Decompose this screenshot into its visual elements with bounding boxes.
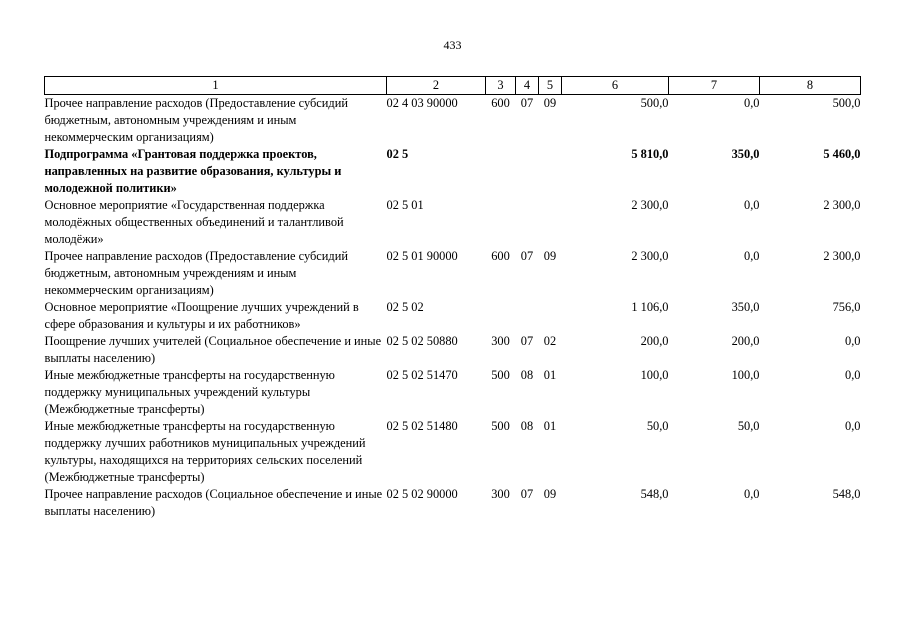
- expense-type-code: [486, 299, 516, 333]
- table-row: [45, 333, 861, 367]
- header-col-3: 3: [486, 77, 516, 95]
- expense-type-code: 500: [491, 419, 510, 433]
- target-code: 02 5 02 51470: [386, 368, 458, 382]
- expense-name: Иные межбюджетные трансферты на государственную поддержку лучших работников муниципальных учреждений культуры, находящихся на территориях сельских поселений (Межбюджетные трансферты): [44, 419, 366, 484]
- target-code: 02 5: [386, 147, 409, 161]
- amount-col-6: 200,0: [640, 334, 669, 348]
- section-code: 07: [520, 96, 534, 110]
- target-code: 02 5 01: [386, 198, 424, 212]
- section-code: 07: [520, 249, 534, 263]
- amount-col-8: 548,0: [832, 487, 861, 501]
- expense-type-code: 300: [491, 334, 510, 348]
- expense-name: Подпрограмма «Грантовая поддержка проектов, направленных на развитие образования, культуры и молодежной политики»: [44, 147, 342, 195]
- table-row: [45, 418, 861, 486]
- expense-type-code: 600: [491, 96, 510, 110]
- target-code: 02 5 02 50880: [386, 334, 458, 348]
- expense-name: Прочее направление расходов (Предоставление субсидий бюджетным, автономным учреждениям и иным некоммерческим организациям): [44, 249, 348, 297]
- subsection-code: [539, 197, 562, 248]
- section-code: [516, 197, 539, 248]
- page-number: 433: [443, 38, 462, 52]
- section-code: 08: [520, 419, 534, 433]
- header-col-7: 7: [669, 77, 760, 95]
- budget-table: [44, 76, 861, 520]
- expense-name: Основное мероприятие «Государственная поддержка молодёжных общественных объединений и талантливой молодёжи»: [44, 198, 344, 246]
- amount-col-8: 0,0: [845, 368, 861, 382]
- header-col-8: 8: [760, 77, 861, 95]
- subsection-code: 01: [543, 419, 557, 433]
- target-code: 02 5 01 90000: [386, 249, 458, 263]
- expense-type-code: 500: [491, 368, 510, 382]
- target-code: 02 4 03 90000: [386, 96, 458, 110]
- amount-col-7: 0,0: [744, 249, 760, 263]
- amount-col-6: 548,0: [640, 487, 669, 501]
- amount-col-7: 0,0: [744, 198, 760, 212]
- table-row-subprogram: [45, 146, 861, 197]
- header-col-4: 4: [516, 77, 539, 95]
- section-code: [516, 146, 539, 197]
- amount-col-6: 1 106,0: [631, 300, 669, 314]
- table-row: [45, 248, 861, 299]
- header-col-6: 6: [562, 77, 669, 95]
- amount-col-7: 0,0: [744, 96, 760, 110]
- amount-col-7: 200,0: [731, 334, 760, 348]
- amount-col-8: 0,0: [845, 419, 861, 433]
- amount-col-7: 50,0: [737, 419, 760, 433]
- section-code: [516, 299, 539, 333]
- table-body: [45, 95, 861, 521]
- expense-name: Иные межбюджетные трансферты на государственную поддержку муниципальных учреждений культуры (Межбюджетные трансферты): [44, 368, 335, 416]
- amount-col-8: 500,0: [832, 96, 861, 110]
- amount-col-6: 5 810,0: [631, 147, 669, 161]
- table-header-row: [45, 77, 861, 95]
- expense-type-code: [486, 146, 516, 197]
- subsection-code: [539, 146, 562, 197]
- subsection-code: [539, 299, 562, 333]
- expense-type-code: 600: [491, 249, 510, 263]
- target-code: 02 5 02: [386, 300, 424, 314]
- table-row: [45, 367, 861, 418]
- amount-col-6: 100,0: [640, 368, 669, 382]
- table-row: [45, 299, 861, 333]
- target-code: 02 5 02 90000: [386, 487, 458, 501]
- amount-col-6: 50,0: [646, 419, 669, 433]
- amount-col-6: 2 300,0: [631, 249, 669, 263]
- header-col-1: 1: [45, 77, 387, 95]
- amount-col-7: 350,0: [731, 300, 760, 314]
- amount-col-7: 100,0: [731, 368, 760, 382]
- subsection-code: 09: [543, 96, 557, 110]
- amount-col-8: 2 300,0: [823, 249, 861, 263]
- expense-type-code: 300: [491, 487, 510, 501]
- amount-col-8: 2 300,0: [823, 198, 861, 212]
- header-col-2: 2: [387, 77, 486, 95]
- expense-type-code: [486, 197, 516, 248]
- section-code: 07: [520, 334, 534, 348]
- subsection-code: 02: [543, 334, 557, 348]
- amount-col-8: 756,0: [832, 300, 861, 314]
- subsection-code: 01: [543, 368, 557, 382]
- subsection-code: 09: [543, 487, 557, 501]
- amount-col-7: 350,0: [731, 147, 760, 161]
- table-row: [45, 95, 861, 147]
- section-code: 07: [520, 487, 534, 501]
- amount-col-8: 0,0: [845, 334, 861, 348]
- expense-name: Прочее направление расходов (Предоставление субсидий бюджетным, автономным учреждениям и иным некоммерческим организациям): [44, 96, 348, 144]
- amount-col-6: 500,0: [640, 96, 669, 110]
- target-code: 02 5 02 51480: [386, 419, 458, 433]
- amount-col-7: 0,0: [744, 487, 760, 501]
- amount-col-8: 5 460,0: [823, 147, 861, 161]
- expense-name: Основное мероприятие «Поощрение лучших учреждений в сфере образования и культуры и их работников»: [44, 300, 359, 331]
- section-code: 08: [520, 368, 534, 382]
- header-col-5: 5: [539, 77, 562, 95]
- subsection-code: 09: [543, 249, 557, 263]
- amount-col-6: 2 300,0: [631, 198, 669, 212]
- table-row: [45, 197, 861, 248]
- table-row: [45, 486, 861, 520]
- expense-name: Поощрение лучших учителей (Социальное обеспечение и иные выплаты населению): [44, 334, 382, 365]
- expense-name: Прочее направление расходов (Социальное обеспечение и иные выплаты населению): [44, 487, 383, 518]
